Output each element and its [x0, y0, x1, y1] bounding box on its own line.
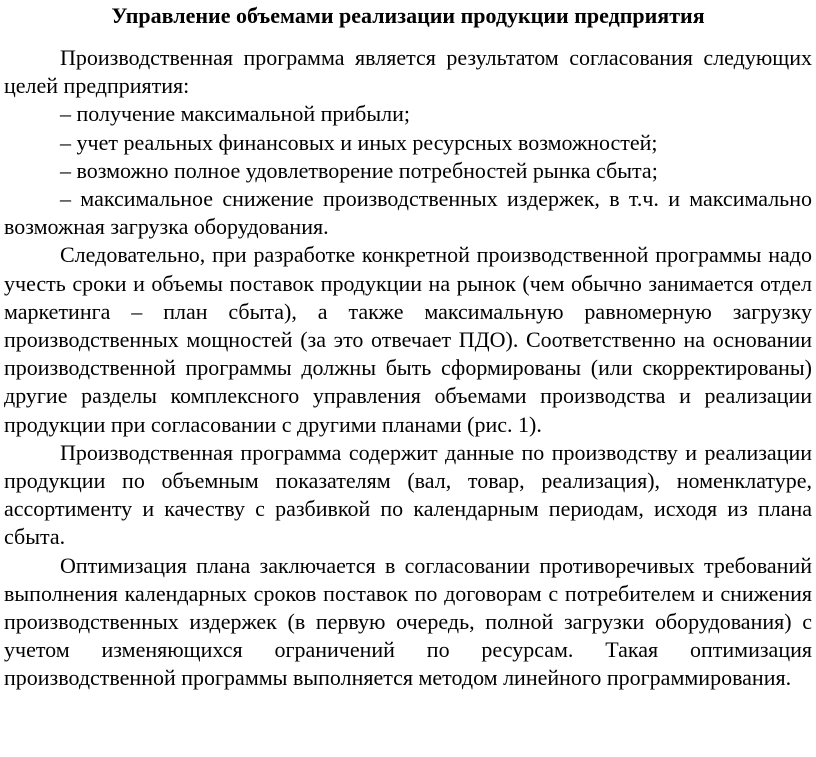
goal-item: – максимальное снижение производственных издержек, в т.ч. и максимально возможная загрузка оборудования. — [4, 186, 812, 240]
body-paragraph: Следовательно, при разработке конкретной производственной программы надо учесть сроки и объемы поставок продукции на рынок (чем обычно занимается отдел маркетинга – план сбыта), а также максимальную равномерную загрузку производственных мощностей (за это отвечает ПДО). Соответственно на основании производственной программы должны быть сформированы (или скорректированы) другие разделы комплексного управления объемами производства и реализации продукции при согласовании с другими планами (рис. 1). — [4, 242, 812, 437]
intro-paragraph: Производственная программа является результатом согласования следующих целей предприятия: — [4, 45, 812, 99]
document-title: Управление объемами реализации продукции предприятия — [111, 3, 705, 28]
document-page — [4, 0, 812, 693]
body-paragraph: Производственная программа содержит данные по производству и реализации продукции по объемным показателям (вал, товар, реализация), номенклатуре, ассортименту и качеству с разбивкой по календарным периодам, исходя из плана сбыта. — [4, 439, 812, 550]
goal-item: – получение максимальной прибыли; — [60, 101, 410, 127]
body-paragraph: Оптимизация плана заключается в согласовании противоречивых требований выполнения календарных сроков поставок по договорам с потребителем и снижения производственных издержек (в первую очередь, полной загрузки оборудования) с учетом изменяющихся ограничений по ресурсам. Такая оптимизация производственной программы выполняется методом линейного программирования. — [4, 552, 812, 691]
goal-item: – учет реальных финансовых и иных ресурсных возможностей; — [60, 129, 658, 155]
goal-item: – возможно полное удовлетворение потребностей рынка сбыта; — [60, 157, 658, 183]
